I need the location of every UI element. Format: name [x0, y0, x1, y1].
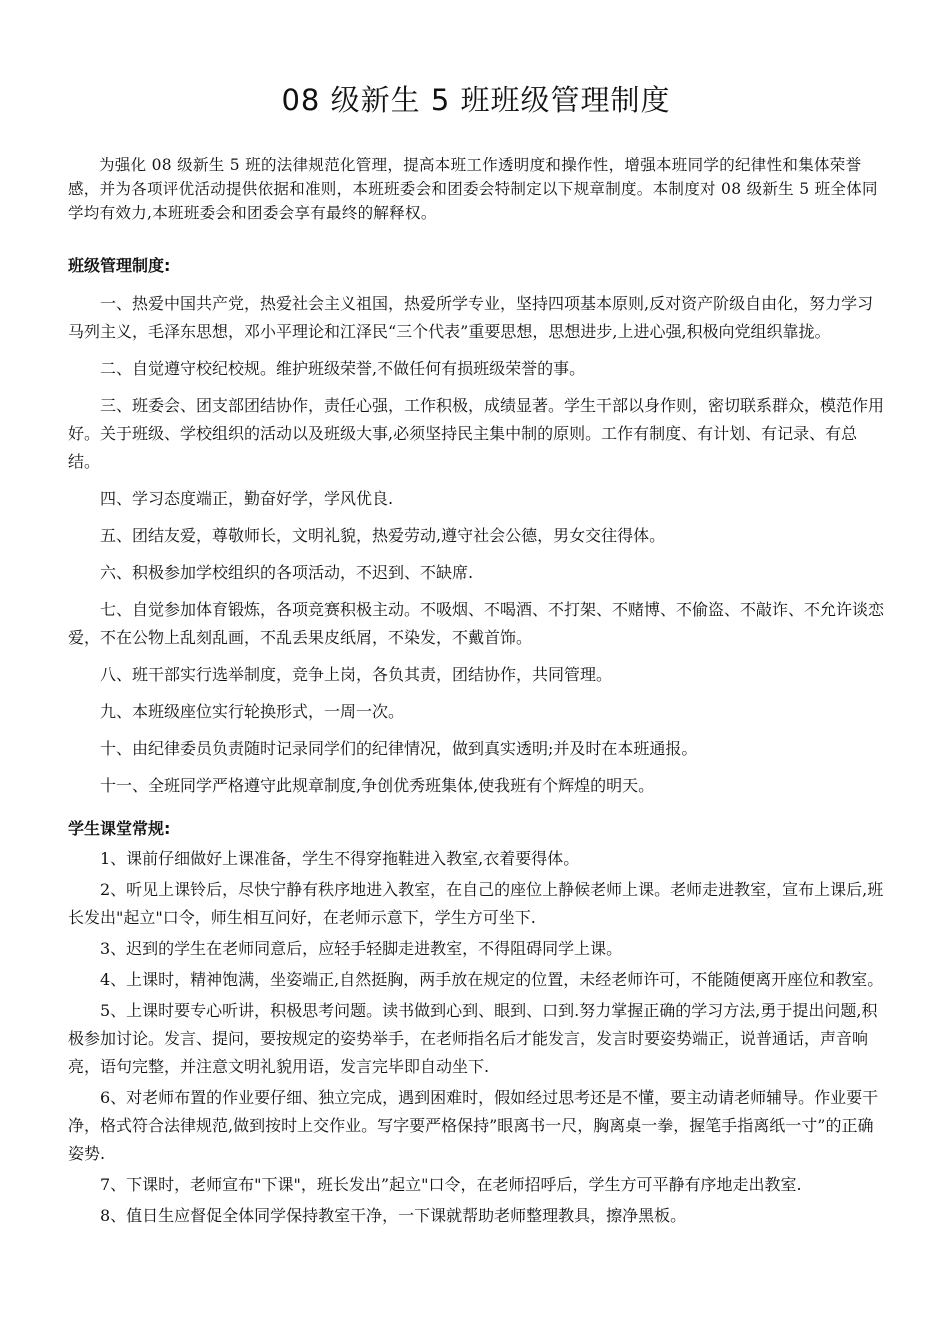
- rule-item: 三、班委会、团支部团结协作，责任心强，工作积极，成绩显著。学生干部以身作则，密切联系群众，模范作用好。关于班级、学校组织的活动以及班级大事,必须坚持民主集中制的原则。工作有制度、有计划、有记录、有总结。: [68, 396, 885, 471]
- class-management-rules: [68, 290, 884, 800]
- rule-item: 四、学习态度端正，勤奋好学，学风优良.: [100, 489, 394, 508]
- classroom-rule-item: 3、迟到的学生在老师同意后，应轻手轻脚走进教室，不得阻碍同学上课。: [100, 939, 623, 958]
- classroom-rule-item: 1、课前仔细做好上课准备，学生不得穿拖鞋进入教室,衣着要得体。: [100, 849, 580, 868]
- section-heading-class-management: 班级管理制度:: [68, 256, 171, 275]
- classroom-rule-item: 7、下课时，老师宣布"下课"，班长发出”起立"口令，在老师招呼后，学生方可平静有序地走出教室.: [100, 1175, 802, 1194]
- intro-paragraph: 为强化 08 级新生 5 班的法律规范化管理，提高本班工作透明度和操作性，增强本班同学的纪律性和集体荣誉感，并为各项评优活动提供依据和准则，本班班委会和团委会特制定以下规章制度。本制度对 08 级新生 5 班全体同学均有效力,本班班委会和团委会享有最终的解释权。: [68, 156, 878, 222]
- rule-item: 六、积极参加学校组织的各项活动，不迟到、不缺席.: [100, 563, 474, 582]
- classroom-rule-item: 2、听见上课铃后，尽快宁静有秩序地进入教室，在自己的座位上静候老师上课。老师走进教室，宣布上课后,班长发出"起立"口令，师生相互问好，在老师示意下，学生方可坐下.: [68, 880, 884, 927]
- rule-item: 九、本班级座位实行轮换形式，一周一次。: [100, 702, 405, 721]
- classroom-rule-item: 5、上课时要专心听讲，积极思考问题。读书做到心到、眼到、口到.努力掌握正确的学习方法,勇于提出问题,积极参加讨论。发言、提问，要按规定的姿势举手，在老师指名后才能发言，发言时要姿势端正，说普通话，声音响亮，语句完整，并注意文明礼貌用语，发言完毕即自动坐下.: [68, 1001, 878, 1076]
- classroom-rule-item: 8、值日生应督促全体同学保持教室干净，一下课就帮助老师整理教具，擦净黑板。: [100, 1206, 687, 1225]
- rule-item: 二、自觉遵守校纪校规。维护班级荣誉,不做任何有损班级荣誉的事。: [100, 359, 586, 378]
- classroom-rule-item: 4、上课时，精神饱满，坐姿端正,自然挺胸，两手放在规定的位置，未经老师许可，不能随便离开座位和教室。: [100, 970, 884, 989]
- classroom-rule-item: 6、对老师布置的作业要仔细、独立完成，遇到困难时，假如经过思考还是不懂，要主动请老师辅导。作业要干净，格式符合法律规范,做到按时上交作业。写字要严格保持”眼离书一尺，胸离桌一拳，握笔手指离纸一寸”的正确姿势.: [68, 1088, 879, 1163]
- rule-item: 五、团结友爱，尊敬师长，文明礼貌，热爱劳动,遵守社会公德，男女交往得体。: [100, 526, 666, 545]
- document-title: 08 级新生 5 班班级管理制度: [281, 83, 671, 117]
- rule-item: 八、班干部实行选举制度，竞争上岗，各负其责，团结协作，共同管理。: [100, 665, 613, 684]
- rule-item: 七、自觉参加体育锻炼，各项竞赛积极主动。不吸烟、不喝酒、不打架、不赌博、不偷盗、不敲诈、不允许谈恋爱，不在公物上乱刻乱画，不乱丢果皮纸屑，不染发，不戴首饰。: [68, 600, 885, 647]
- classroom-rules: [68, 845, 884, 1230]
- section-heading-classroom-rules: 学生课堂常规:: [68, 819, 171, 838]
- rule-item: 十一、全班同学严格遵守此规章制度,争创优秀班集体,使我班有个辉煌的明天。: [100, 776, 655, 795]
- rule-item: 一、热爱中国共产党，热爱社会主义祖国，热爱所学专业，坚持四项基本原则,反对资产阶级自由化，努力学习马列主义，毛泽东思想，邓小平理论和江泽民“三个代表”重要思想，思想进步,上进心强,积极向党组织靠拢。: [68, 294, 874, 341]
- rule-item: 十、由纪律委员负责随时记录同学们的纪律情况，做到真实透明;并及时在本班通报。: [100, 739, 698, 758]
